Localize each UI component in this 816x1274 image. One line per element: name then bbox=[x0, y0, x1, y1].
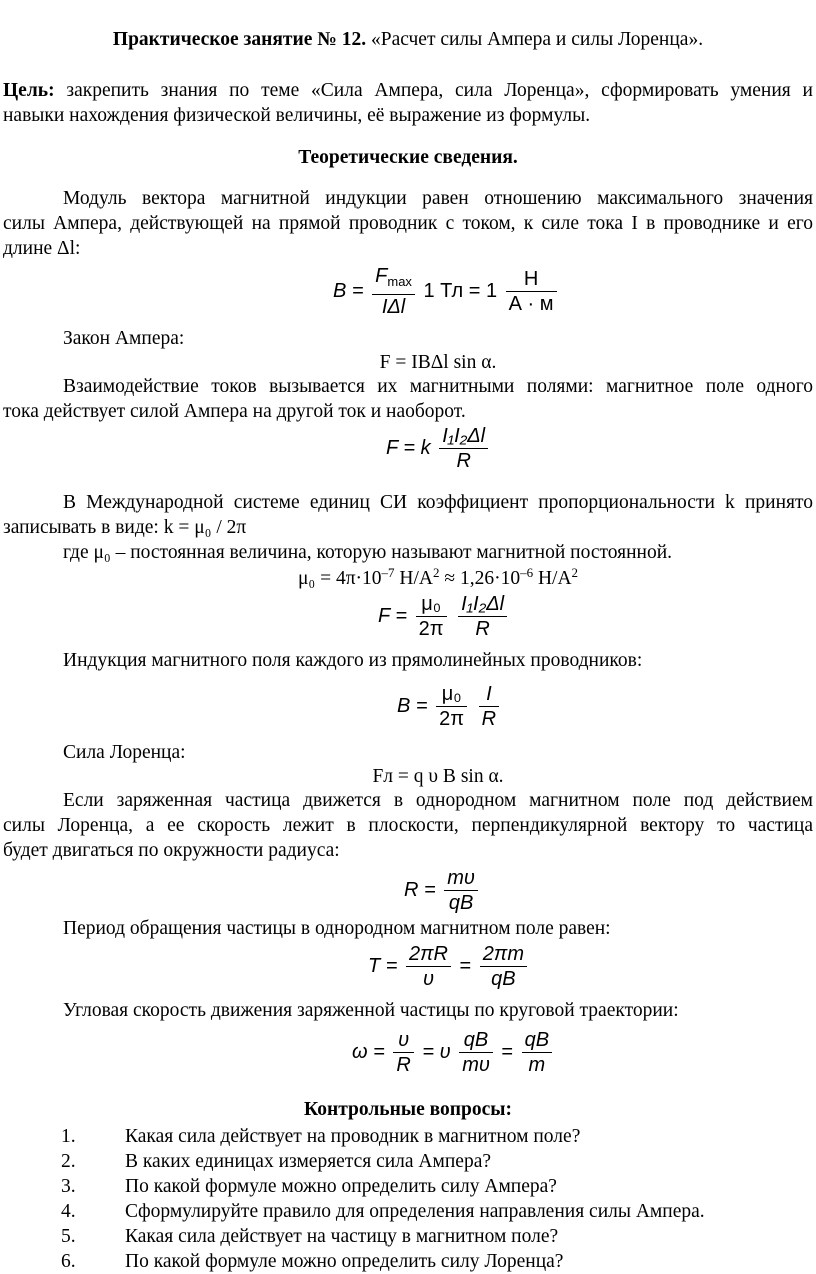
formula-force-currents: F = k $\frac{\text{I₁I₂Δl}}{R}$ bbox=[386, 424, 491, 473]
list-item: 5. Какая сила действует на частицу в магнитном поле? bbox=[61, 1226, 559, 1247]
page-title bbox=[0, 27, 816, 52]
lorentz-formula: Fл = q υ B sin α. bbox=[372, 766, 504, 787]
title-bold: Практическое занятие № 12. bbox=[112, 29, 367, 50]
goal-line-2: навыки нахождения физической величины, её выражение из формулы. bbox=[3, 105, 591, 126]
lorentz-label: Сила Лоренца: bbox=[63, 742, 186, 763]
paragraph-period: Период обращения частицы в однородном магнитном поле равен: bbox=[63, 918, 611, 939]
formula-period: T = $\frac{2\pi R}{\upsilon}$ = $\frac{2\pi m}{qB}$ bbox=[368, 942, 530, 991]
theory-heading: Теоретические сведения. bbox=[298, 147, 518, 168]
questions-list bbox=[3, 1124, 813, 1274]
formula-radius: R = $\frac{m\upsilon}{qB}$ bbox=[404, 866, 481, 915]
formula-force-mu: F = $\frac{\text{μ₀}}{2\pi}$ $\frac{\text{I₁I₂Δl}}{R}$ bbox=[378, 592, 510, 641]
goal-line-1: Цель: закрепить знания по теме «Сила Ампера, сила Лоренца», сформировать умения и bbox=[3, 80, 813, 101]
ampere-law-label: Закон Ампера: bbox=[63, 328, 185, 349]
list-item: 4. Сформулируйте правило для определения направления силы Ампера. bbox=[61, 1201, 705, 1222]
list-item: 6. По какой формуле можно определить силу Лоренца? bbox=[61, 1251, 564, 1272]
paragraph-si: В Международной системе единиц СИ коэффициент пропорциональности k принято записывать в виде: k = μ₀ / 2π где μ₀ – постоянная величина, которую называют магнитной постоянной. bbox=[3, 492, 813, 563]
paragraph-interaction: Взаимодействие токов вызывается их магнитными полями: магнитное поле одного тока действует силой Ампера на другой ток и наоборот. bbox=[3, 376, 813, 422]
questions-heading: Контрольные вопросы: bbox=[304, 1099, 512, 1120]
list-item: 1. Какая сила действует на проводник в магнитном поле? bbox=[61, 1126, 581, 1147]
goal-paragraph bbox=[3, 78, 813, 128]
formula-induction-conductor: B = $\frac{\text{μ₀}}{2\pi}$ $\frac{I}{R}$ bbox=[397, 682, 502, 731]
list-item: 3. По какой формуле можно определить силу Ампера? bbox=[61, 1176, 557, 1197]
mu-constant-formula: $\mu_0 = 4\pi\cdot 10^{-7}$ $Н/А^2 \approx 1,26\cdot 10^{-6}$ $Н/А^2$ bbox=[297, 565, 579, 589]
formula-angular-velocity: ω = $\frac{\upsilon}{R}$ = υ $\frac{qB}{m\upsilon}$ = $\frac{qB}{m}$ bbox=[352, 1028, 555, 1077]
paragraph-angular-velocity: Угловая скорость движения заряженной частицы по круговой траектории: bbox=[63, 1000, 679, 1021]
goal-label: Цель: bbox=[3, 80, 55, 101]
ampere-law-formula: F = IBΔl sin α. bbox=[379, 352, 497, 373]
paragraph-induction: Модуль вектора магнитной индукции равен отношению максимального значения силы Ампера, действующей на прямой проводник с током, к силе тока I в проводнике и его длине Δl: bbox=[3, 188, 813, 259]
paragraph-conductor-induction: Индукция магнитного поля каждого из прямолинейных проводников: bbox=[63, 650, 643, 671]
title-rest: «Расчет силы Ампера и силы Лоренца». bbox=[366, 29, 704, 50]
formula-induction: B = $\frac{F_{max}}{\text{IΔl}}$ 1 Тл = 1 $\frac{Н}{А \cdot м}$ bbox=[333, 264, 560, 319]
list-item: 2. В каких единицах измеряется сила Ампера? bbox=[61, 1151, 492, 1172]
paragraph-circular-motion: Если заряженная частица движется в однородном магнитном поле под действием силы Лоренца, а ее скорость лежит в плоскости, перпендикулярной вектору то частица будет двигаться по окружности радиуса: bbox=[3, 790, 813, 861]
